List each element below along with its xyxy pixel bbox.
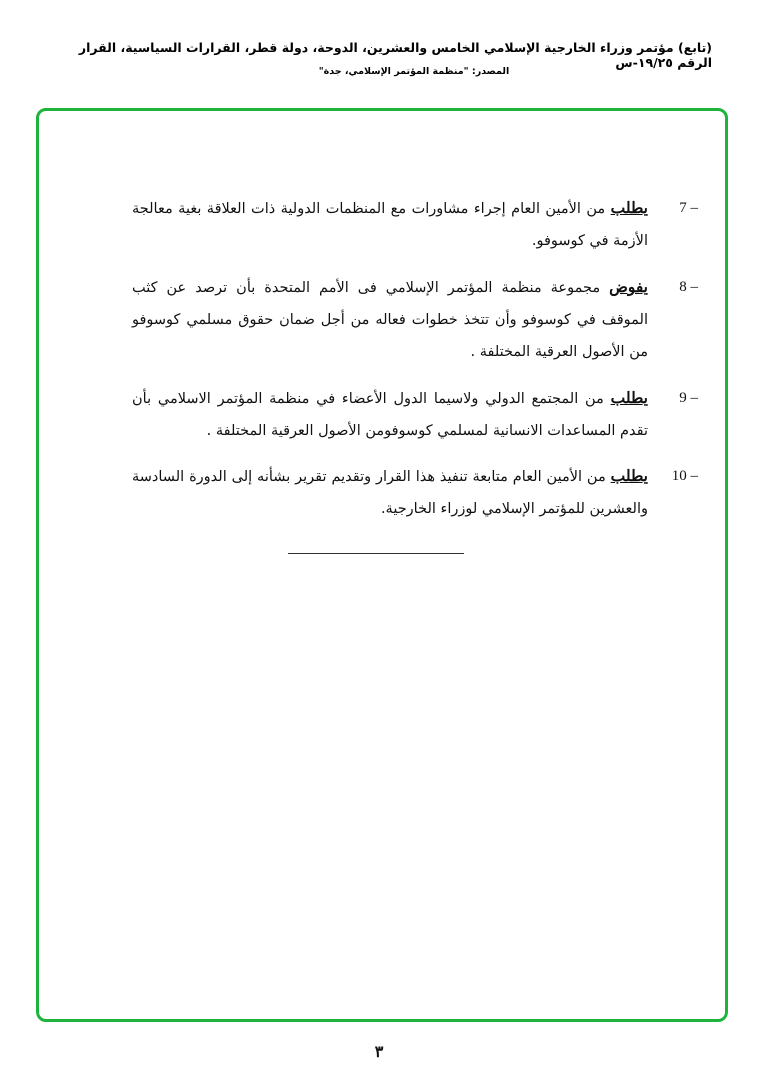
- page-number: ٣: [374, 1042, 384, 1061]
- item-number: 10 –: [671, 468, 698, 484]
- item-number: 7 –: [679, 200, 698, 216]
- item-text: من الأمين العام متابعة تنفيذ هذا القرار وتقديم تقرير بشأنه إلى الدورة السادسة والعشرين للمؤتمر الإسلامي لوزراء الخارجية.: [132, 469, 648, 517]
- document-source: المصدر: "منظمة المؤتمر الإسلامي، جدة": [318, 66, 510, 77]
- item-number: 8 –: [679, 279, 698, 295]
- item-keyword: يفوض: [609, 277, 648, 296]
- item-text: من الأمين العام إجراء مشاورات مع المنظمات الدولية ذات العلاقة بغية معالجة الأزمة في كوسوفو.: [132, 201, 648, 249]
- resolution-item-9: [132, 382, 698, 447]
- item-text: من المجتمع الدولي ولاسيما الدول الأعضاء في منظمة المؤتمر الاسلامي بأن تقدم المساعدات الانسانية لمسلمي كوسوفومن الأصول العرقية المختلفة .: [132, 391, 648, 439]
- resolution-item-7: [132, 192, 698, 257]
- item-keyword: يطلب: [610, 198, 648, 217]
- item-text: مجموعة منظمة المؤتمر الإسلامي فى الأمم المتحدة بأن ترصد عن كثب الموقف في كوسوفو وأن تتخذ خطوات فعاله من أجل ضمان حقوق مسلمي كوسوفو من الأصول العرقية المختلفة .: [132, 280, 648, 360]
- item-keyword: يطلب: [610, 388, 648, 407]
- item-number: 9 –: [679, 390, 698, 406]
- resolution-item-10: [132, 460, 698, 525]
- resolution-item-8: [132, 271, 698, 368]
- document-header-title: (تابع) مؤتمر وزراء الخارجية الإسلامي الخامس والعشرين، الدوحة، دولة قطر، القرارات السياسية، القرار الرقم ١٩/٢٥-س: [78, 40, 712, 70]
- item-keyword: يطلب: [610, 466, 648, 485]
- end-separator-line: [288, 553, 464, 554]
